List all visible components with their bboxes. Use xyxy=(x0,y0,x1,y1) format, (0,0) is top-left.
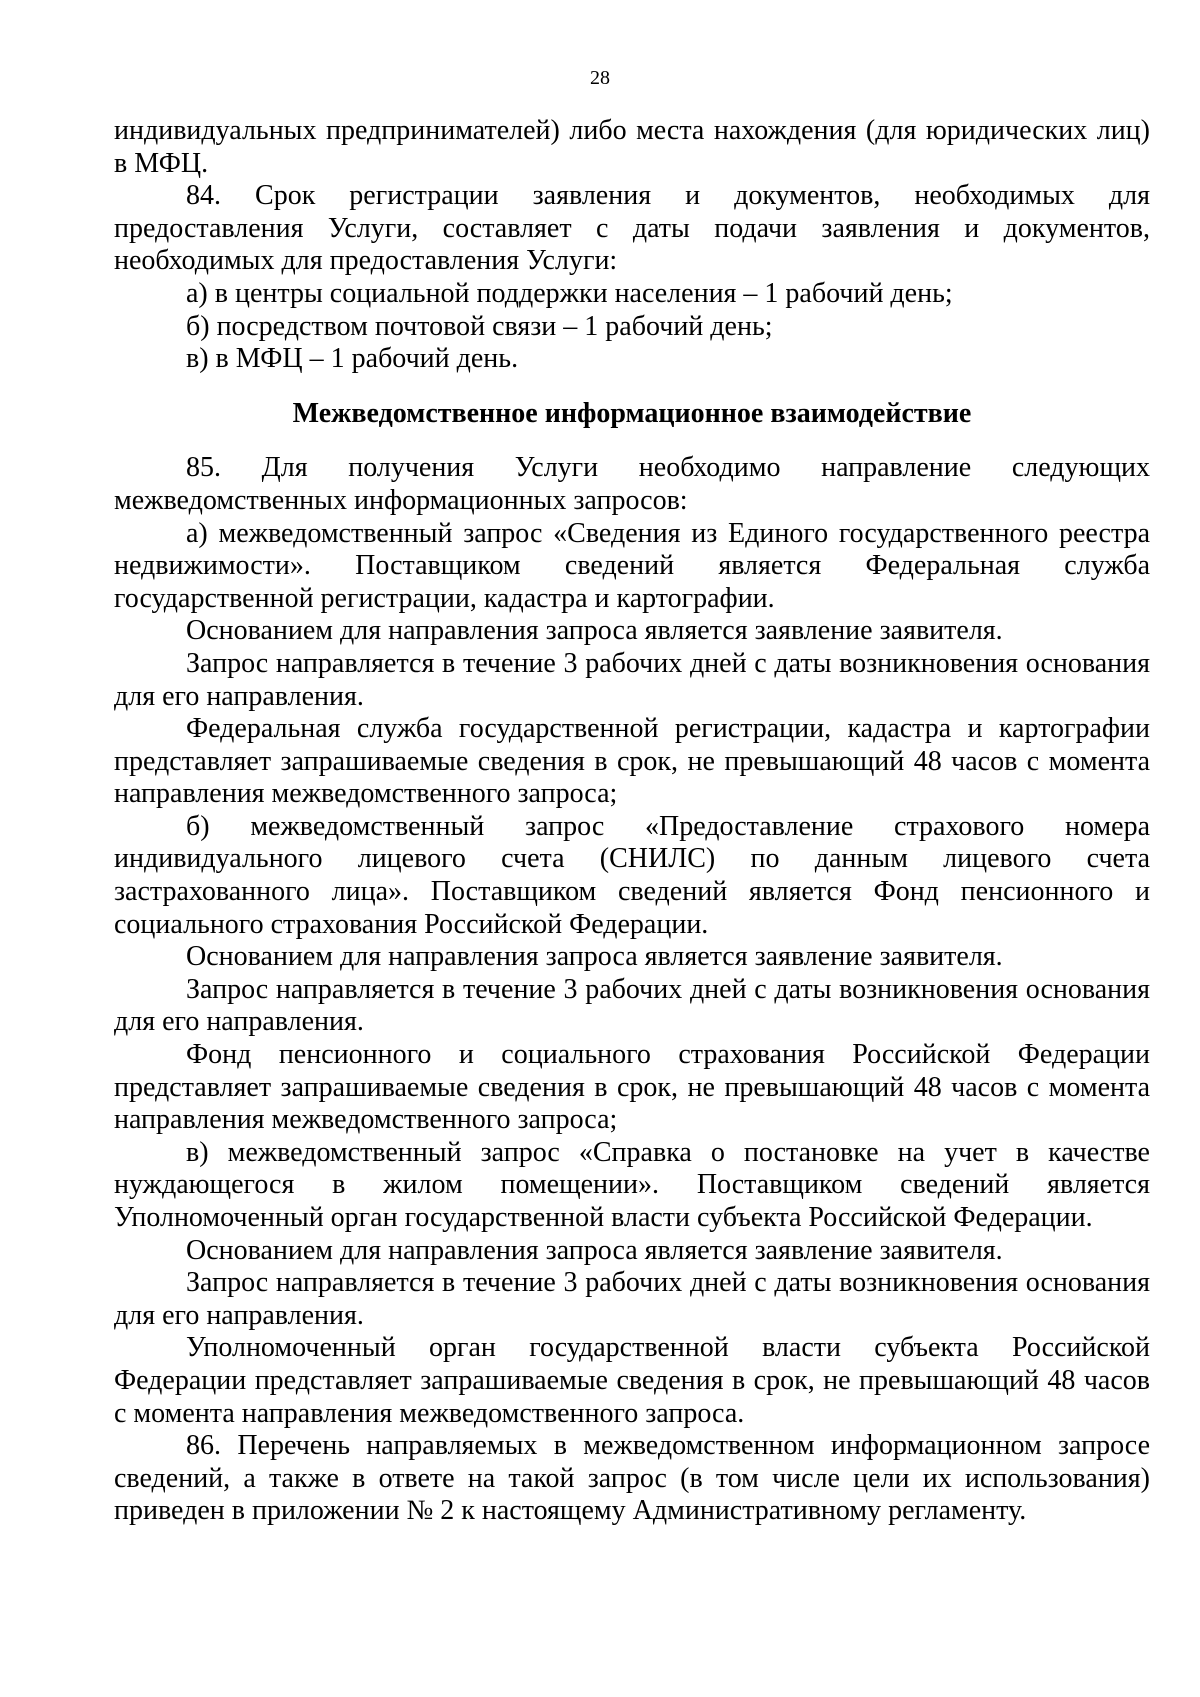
paragraph-84: 84. Срок регистрации заявления и документов, необходимых для предоставления Услуги, составляет с даты подачи заявления и документов, необходимых для предоставления Услуги: xyxy=(114,180,1150,277)
list-item-v: в) в МФЦ – 1 рабочий день. xyxy=(186,343,519,375)
paragraph: индивидуальных предпринимателей) либо места нахождения (для юридических лиц) в МФЦ. xyxy=(114,115,1150,179)
paragraph-85: 85. Для получения Услуги необходимо направление следующих межведомственных информационных запросов: xyxy=(114,452,1150,516)
section-after-heading xyxy=(114,452,1150,1528)
paragraph: Запрос направляется в течение 3 рабочих дней с даты возникновения основания для его направления. xyxy=(114,1267,1150,1331)
paragraph: Запрос направляется в течение 3 рабочих дней с даты возникновения основания для его направления. xyxy=(114,973,1150,1038)
section-heading: Межведомственное информационное взаимодействие xyxy=(292,397,972,429)
paragraph: Уполномоченный орган государственной власти субъекта Российской Федерации представляет запрашиваемые сведения в срок, не превышающий 48 часов с момента направления межведомственного запроса. xyxy=(114,1332,1150,1429)
page-number: 28 xyxy=(590,67,610,89)
paragraph-86: 86. Перечень направляемых в межведомственном информационном запросе сведений, а также в ответе на такой запрос (в том числе цели их использования) приведен в приложении № 2 к настоящему Административному регламенту. xyxy=(114,1430,1150,1527)
section-before-heading xyxy=(114,115,1150,376)
paragraph: Основанием для направления запроса является заявление заявителя. xyxy=(186,615,1003,647)
list-item-b: б) посредством почтовой связи – 1 рабочий день; xyxy=(186,310,773,342)
list-item-a: а) межведомственный запрос «Сведения из Единого государственного реестра недвижимости». Поставщиком сведений является Федеральная служба государственной регистрации, кадастра и картографии. xyxy=(114,517,1150,614)
paragraph: Основанием для направления запроса является заявление заявителя. xyxy=(186,1234,1003,1266)
paragraph: Запрос направляется в течение 3 рабочих дней с даты возникновения основания для его направления. xyxy=(114,647,1150,712)
paragraph: Фонд пенсионного и социального страхования Российской Федерации представляет запрашиваемые сведения в срок, не превышающий 48 часов с момента направления межведомственного запроса; xyxy=(114,1039,1150,1136)
paragraph: Основанием для направления запроса является заявление заявителя. xyxy=(186,941,1003,973)
list-item-b: б) межведомственный запрос «Предоставление страхового номера индивидуального лицевого счета (СНИЛС) по данным лицевого счета застрахованного лица». Поставщиком сведений является Фонд пенсионного и социального страхования Российской Федерации. xyxy=(114,810,1150,940)
paragraph: Федеральная служба государственной регистрации, кадастра и картографии представляет запрашиваемые сведения в срок, не превышающий 48 часов с момента направления межведомственного запроса; xyxy=(114,713,1150,810)
list-item-v: в) межведомственный запрос «Справка о постановке на учет в качестве нуждающегося в жилом помещении». Поставщиком сведений является Уполномоченный орган государственной власти субъекта Российской Федерации. xyxy=(114,1136,1150,1233)
list-item-a: а) в центры социальной поддержки населения – 1 рабочий день; xyxy=(186,277,953,309)
page-body xyxy=(114,115,1150,1528)
